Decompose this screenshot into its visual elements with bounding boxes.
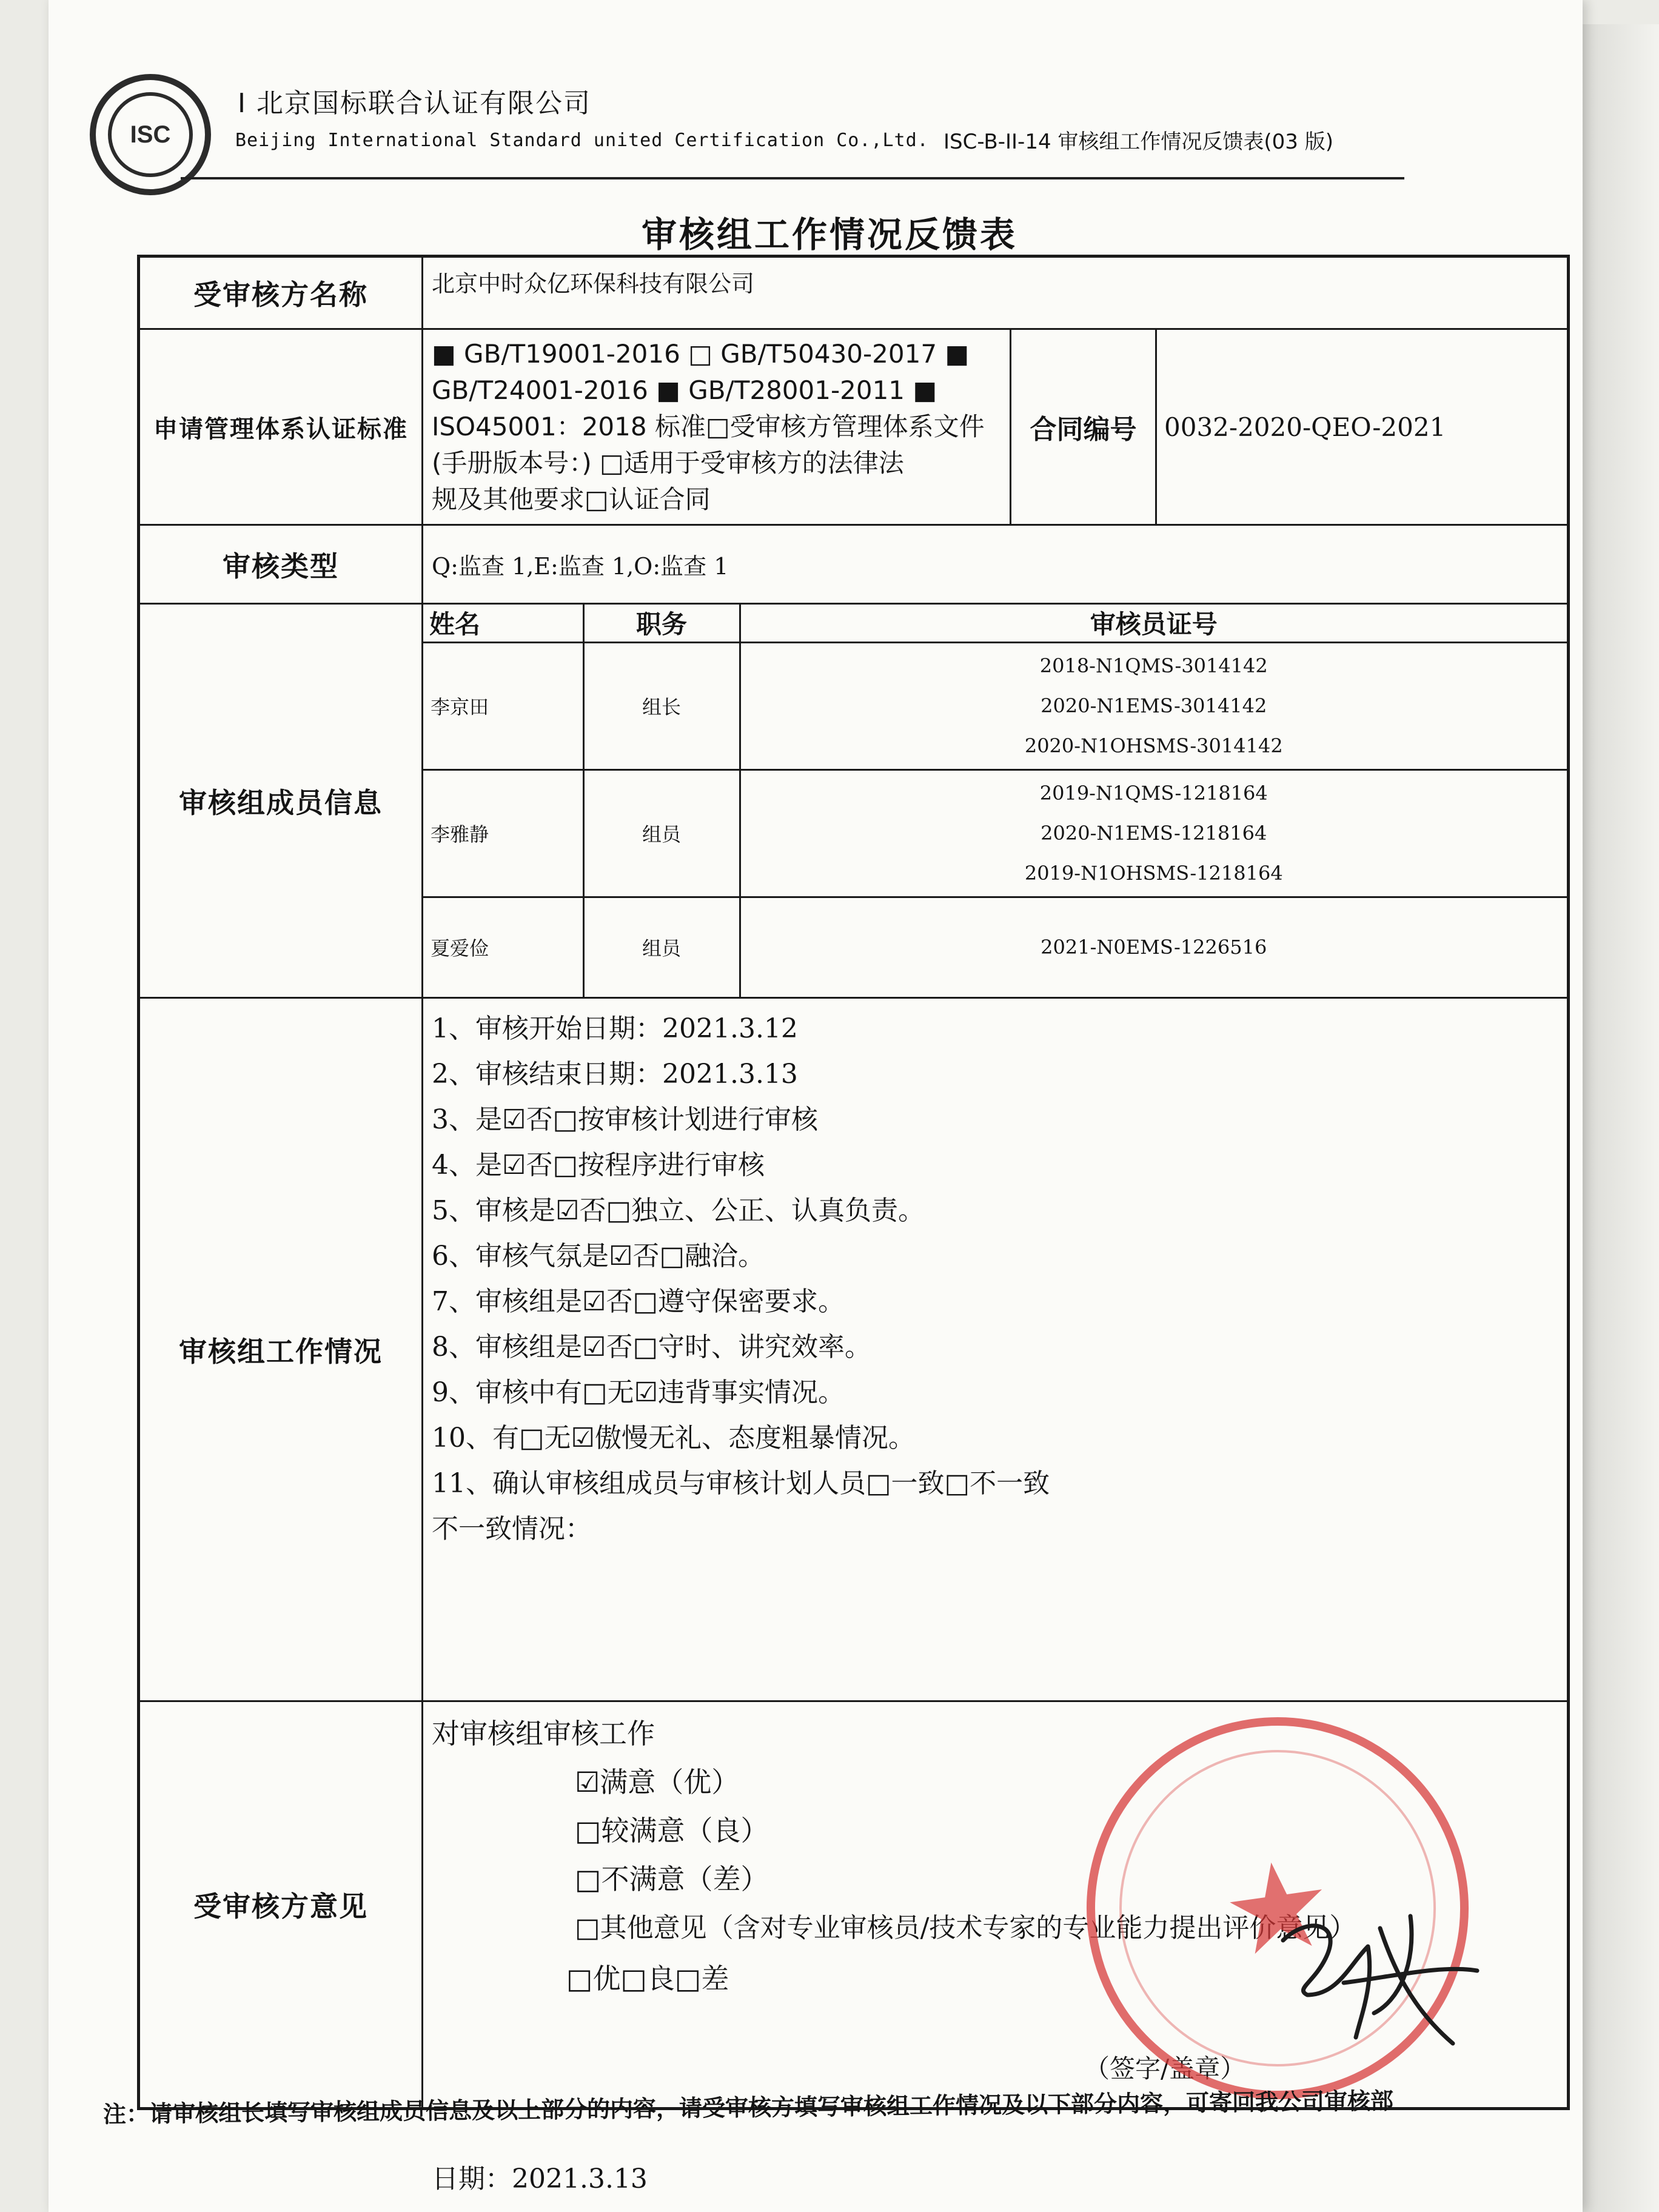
work-item: 4、是☑否□按程序进行审核 xyxy=(432,1150,765,1181)
standards-line-4: (手册版本号：) □适用于受审核方的法律法 xyxy=(432,448,904,478)
col-role-header: 职务 xyxy=(583,605,740,642)
col-cert-header: 审核员证号 xyxy=(740,605,1567,642)
option-unsatisfied: □不满意（差） xyxy=(575,1863,769,1895)
members-header-row xyxy=(423,605,1567,642)
work-item: 10、有□无☑傲慢无礼、态度粗暴情况。 xyxy=(432,1423,916,1453)
standards-line-3: ISO45001：2018 标准□受审核方管理体系文件 xyxy=(432,412,985,441)
work-item: 1、审核开始日期：2021.3.12 xyxy=(432,1013,798,1044)
work-item: 5、审核是☑否□独立、公正、认真负责。 xyxy=(432,1195,925,1226)
standards-line-1: ■ GB/T19001-2016 □ GB/T50430-2017 ■ xyxy=(432,339,970,369)
members-cell xyxy=(423,604,1569,998)
company-name-en: Beijing International Standard united Certification Co.,Ltd. xyxy=(235,130,929,151)
member-row xyxy=(423,897,1567,997)
standards-line-2: GB/T24001-2016 ■ GB/T28001-2011 ■ xyxy=(432,375,937,405)
header-divider xyxy=(181,177,1404,179)
audit-type-value: Q:监查 1,E:监查 1,O:监查 1 xyxy=(423,525,1569,604)
option-grade: □优□良□差 xyxy=(566,1962,729,1995)
member-role: 组长 xyxy=(583,642,740,769)
background-paper-edge xyxy=(1577,24,1659,2212)
cert-number: 2021-N0EMS-1226516 xyxy=(1041,936,1267,959)
opinion-label: 受审核方意见 xyxy=(139,1701,423,2109)
member-row xyxy=(423,642,1567,769)
cert-number: 2020-N1EMS-1218164 xyxy=(1041,822,1267,845)
members-table xyxy=(423,605,1567,997)
member-name: 李雅静 xyxy=(423,769,583,897)
work-status-list xyxy=(423,998,1569,1701)
work-item: 6、审核气氛是☑否□融洽。 xyxy=(432,1241,765,1272)
footnote: 注：请审核组长填写审核组成员信息及以上部分的内容，请受审核方填写审核组工作情况及以下部分内容，可寄回我公司审核部 xyxy=(102,2087,1394,2128)
work-item: 不一致情况： xyxy=(432,1513,592,1544)
signature-label: （签字/盖章） xyxy=(1084,2054,1246,2083)
opinion-date: 日期：2021.3.13 xyxy=(432,2163,648,2194)
member-certs xyxy=(740,642,1567,769)
row-work-status xyxy=(139,998,1569,1701)
option-other: □其他意见（含对专业审核员/技术专家的专业能力提出评价意见） xyxy=(575,1912,1356,1943)
seal-star-icon: ★ xyxy=(1214,1831,1341,1986)
member-row xyxy=(423,769,1567,897)
option-fairly-satisfied: □较满意（良） xyxy=(575,1814,769,1847)
member-role: 组员 xyxy=(583,769,740,897)
standards-label: 申请管理体系认证标准 xyxy=(139,329,423,525)
work-item: 7、审核组是☑否□遵守保密要求。 xyxy=(432,1286,845,1317)
cert-number: 2019-N1QMS-1218164 xyxy=(1039,782,1268,805)
member-certs xyxy=(740,769,1567,897)
cert-number: 2018-N1QMS-3014142 xyxy=(1039,654,1268,677)
cert-number: 2019-N1OHSMS-1218164 xyxy=(1024,862,1283,885)
handwritten-signature xyxy=(1271,1892,1489,2049)
option-satisfied: ☑满意（优） xyxy=(575,1766,740,1798)
member-role: 组员 xyxy=(583,897,740,997)
auditee-label: 受审核方名称 xyxy=(139,256,423,329)
company-name-cn: I 北京国标联合认证有限公司 xyxy=(238,88,591,119)
work-item: 11、确认审核组成员与审核计划人员□一致□不一致 xyxy=(432,1468,1050,1499)
member-certs xyxy=(740,897,1567,997)
row-standards xyxy=(139,329,1569,525)
contract-number-label: 合同编号 xyxy=(1011,329,1156,525)
members-label: 审核组成员信息 xyxy=(139,604,423,998)
audit-type-label: 审核类型 xyxy=(139,525,423,604)
standards-options xyxy=(423,329,1011,525)
row-audit-type xyxy=(139,525,1569,604)
work-status-label: 审核组工作情况 xyxy=(139,998,423,1701)
cert-number: 2020-N1OHSMS-3014142 xyxy=(1024,734,1283,757)
auditee-value: 北京中时众亿环保科技有限公司 xyxy=(423,256,1569,329)
work-item: 3、是☑否□按审核计划进行审核 xyxy=(432,1104,819,1135)
form-code: ISC-B-II-14 审核组工作情况反馈表(03 版) xyxy=(943,130,1333,154)
document-title: 审核组工作情况反馈表 xyxy=(641,214,1017,255)
work-item: 8、审核组是☑否□守时、讲究效率。 xyxy=(432,1332,872,1362)
col-name-header: 姓名 xyxy=(423,605,583,642)
row-auditee xyxy=(139,256,1569,329)
work-item: 9、审核中有□无☑违背事实情况。 xyxy=(432,1377,845,1408)
row-members xyxy=(139,604,1569,998)
cert-number: 2020-N1EMS-3014142 xyxy=(1041,694,1267,717)
opinion-heading: 对审核组审核工作 xyxy=(432,1717,655,1750)
contract-number-value: 0032-2020-QEO-2021 xyxy=(1156,329,1569,525)
work-item: 2、审核结束日期：2021.3.13 xyxy=(432,1059,798,1090)
logo-text: ISC xyxy=(108,92,193,177)
member-name: 李京田 xyxy=(423,642,583,769)
member-name: 夏爱俭 xyxy=(423,897,583,997)
standards-line-5: 规及其他要求□认证合同 xyxy=(432,484,711,514)
